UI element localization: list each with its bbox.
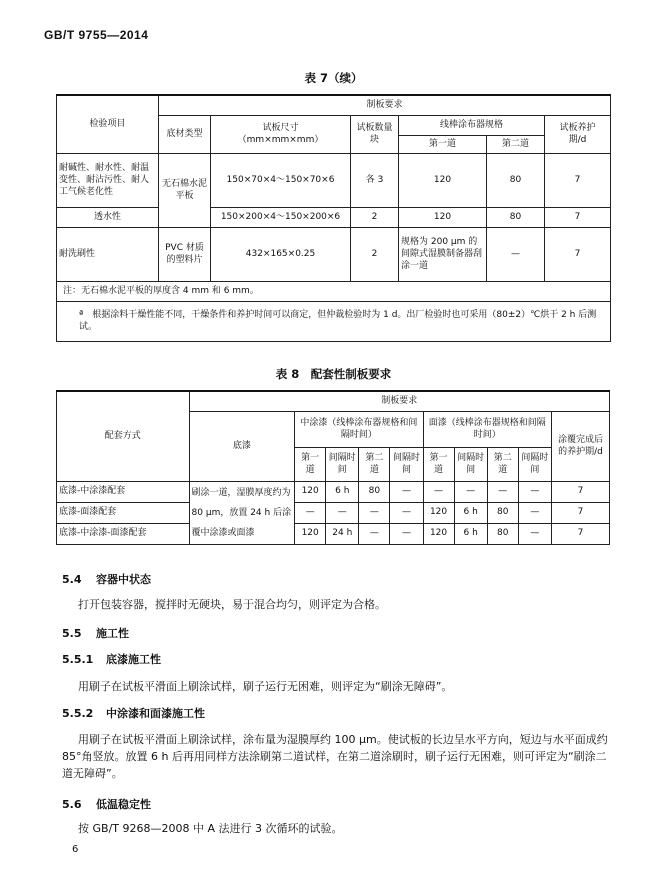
col-head-size: 试板尺寸 （mm×mm×mm）: [211, 115, 351, 153]
primer-instructions: 刷涂一道，湿膜厚度约为 80 μm，放置 24 h 后涂覆中涂漆或面漆: [189, 481, 295, 544]
section-5-5-2-text: 用刷子在试板平滑面上刷涂试样，涂布量为湿膜厚约 100 μm。使试板的长边呈水平方向，短边与水平面成约 85°角竖放。放置 6 h 后再用同样方法涂刷第二道试样，在第二道涂刷时，刷子运行无困难，则可评定为“刷涂二道无障碍”。: [62, 733, 608, 780]
table8: 配套方式 制板要求 底漆 中涂漆（线棒涂布器规格和间隔时间） 面漆（线棒涂布器规格和间隔时间） 涂覆完成后的养护期/d 第一道 间隔时间 第二道 间隔时间 第一道 间隔时间 第二道 间隔时间 底漆-中涂漆配套 刷涂一道，湿膜厚度约为 80 μm，放置 24 h 后涂覆中涂漆或面漆 120 6 h 80 — — — — — 7 底漆-面漆配套 — — — — 120 6 h 80 — 7 底漆-中涂漆-面漆配套 120 24 h — — 120 6 h 80 — 7: [56, 390, 610, 545]
table7-caption: 表 7（续）: [304, 71, 363, 85]
table-row: 耐洗刷性 PVC 材质的塑料片 432×165×0.25 2 规格为 200 μm 的间隙式湿膜制备器刮涂一道 — 7: [57, 227, 611, 281]
col-head-item: 检验项目: [57, 95, 159, 153]
table7-note: 注：无石棉水泥平板的厚度含 4 mm 和 6 mm。: [57, 281, 611, 301]
page-number: 6: [72, 844, 79, 855]
section-5-6-text: 按 GB/T 9268—2008 中 A 法进行 3 次循环的试验。: [78, 822, 343, 835]
section-5-4-text: 打开包装容器，搅拌时无硬块，易于混合均匀，则评定为合格。: [78, 598, 386, 611]
section-5-5-2-title: 5.5.2 中涂漆和面漆施工性: [62, 707, 205, 720]
section-5-4-title: 5.4 容器中状态: [62, 573, 151, 586]
col-head-primer: 底漆: [189, 411, 295, 481]
table-row: 底漆-中涂漆-面漆配套 120 24 h — — 120 6 h 80 — 7: [57, 523, 610, 544]
section-5-5-title: 5.5 施工性: [62, 627, 129, 640]
col-head-cure: 试板养护 期/d: [545, 115, 611, 153]
col-head-cure: 涂覆完成后的养护期/d: [551, 411, 609, 481]
table-row: 底漆-面漆配套 — — — — 120 6 h 80 — 7: [57, 502, 610, 523]
col-head-mid: 中涂漆（线棒涂布器规格和间隔时间）: [295, 411, 423, 447]
table-row: 耐碱性、耐水性、耐温变性、耐沾污性、耐人工气候老化性 无石棉水泥平板 150×70×4～150×70×6 各 3 120 80 7: [57, 153, 611, 207]
col-head-substrate: 底材类型: [159, 115, 211, 153]
col-head-count: 试板数量 块: [351, 115, 399, 153]
col-head-top: 面漆（线棒涂布器规格和间隔时间）: [423, 411, 551, 447]
section-5-6-title: 5.6 低温稳定性: [62, 798, 151, 811]
table8-caption: 表 8 配套性制板要求: [275, 367, 392, 381]
col-head-coater: 线棒涂布器规格: [399, 115, 545, 135]
col-head-coat1: 第一道: [399, 135, 487, 153]
col-head-req: 制板要求: [189, 391, 609, 411]
section-5-5-1-text: 用刷子在试板平滑面上刷涂试样，刷子运行无困难，则评定为“刷涂无障碍”。: [78, 680, 453, 693]
table-row: 底漆-中涂漆配套 刷涂一道，湿膜厚度约为 80 μm，放置 24 h 后涂覆中涂漆或面漆 120 6 h 80 — — — — — 7: [57, 481, 610, 502]
col-head-coat2: 第二道: [487, 135, 545, 153]
col-head-req: 制板要求: [159, 95, 611, 115]
table7-footnote: ª 根据涂料干燥性能不同，干燥条件和养护时间可以商定，但仲裁检验时为 1 d。出厂检验时也可采用（80±2）℃烘干 2 h 后测试。: [57, 301, 611, 341]
table-row: 透水性 150×200×4～150×200×6 2 120 80 7: [57, 207, 611, 227]
section-5-5-1-title: 5.5.1 底漆施工性: [62, 653, 161, 666]
table7: [56, 94, 611, 342]
standard-number: GB/T 9755—2014: [44, 28, 149, 42]
col-head-mode: 配套方式: [57, 391, 190, 481]
